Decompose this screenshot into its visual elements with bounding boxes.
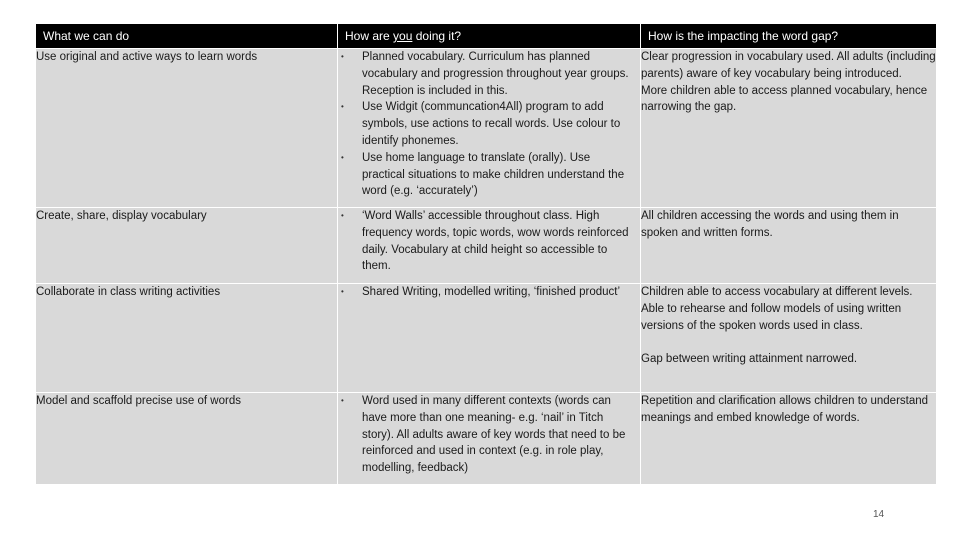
strategy-table bbox=[35, 23, 937, 485]
strategy-cell: Create, share, display vocabulary bbox=[36, 208, 338, 284]
method-bullet: • ‘Word Walls’ accessible throughout class. High frequency words, topic words, wow words reinforced daily. Vocabulary at child height so accessible to them. bbox=[341, 210, 629, 273]
impact-text: All children accessing the words and using them in spoken and written forms. bbox=[641, 210, 899, 239]
impact-text: Gap between writing attainment narrowed. bbox=[641, 353, 858, 366]
table-row bbox=[36, 393, 937, 485]
impact-text: Clear progression in vocabulary used. All adults (including parents) aware of key vocabulary being introduced. bbox=[641, 51, 936, 80]
header-how-are-you-doing-it: How are you doing it? bbox=[338, 24, 641, 49]
table-row bbox=[36, 284, 937, 393]
strategy-cell: Use original and active ways to learn words bbox=[36, 49, 338, 208]
impact-text: Children able to access vocabulary at different levels. Able to rehearse and follow models of using written versions of the spoken words used in class. bbox=[641, 286, 913, 332]
method-bullet: • Word used in many different contexts (words can have more than one meaning- e.g. ‘nail’ in Titch story). All adults aware of key words that need to be reinforced and used in context (e.g. in role play, modelling, feedback) bbox=[341, 395, 626, 475]
method-bullet: • Use home language to translate (orally). Use practical situations to make children understand the word (e.g. ‘accurately’) bbox=[341, 151, 625, 198]
impact-cell bbox=[641, 208, 937, 284]
method-bullet: • Planned vocabulary. Curriculum has planned vocabulary and progression throughout year groups. Reception is included in this. bbox=[341, 51, 629, 97]
method-cell bbox=[338, 208, 641, 284]
method-cell bbox=[338, 393, 641, 485]
table-row bbox=[36, 208, 937, 284]
impact-text: More children able to access planned vocabulary, hence narrowing the gap. bbox=[641, 84, 928, 114]
page-number: 14 bbox=[873, 509, 885, 520]
method-bullet: • Use Widgit (communcation4All) program to add symbols, use actions to recall words. Use colour to identify phonemes. bbox=[341, 101, 621, 147]
impact-cell bbox=[641, 284, 937, 393]
method-cell bbox=[338, 49, 641, 208]
table-header-row bbox=[36, 24, 937, 49]
impact-cell bbox=[641, 393, 937, 485]
table-row bbox=[36, 49, 937, 208]
header-impact-on-word-gap: How is the impacting the word gap? bbox=[641, 24, 937, 49]
strategy-cell: Model and scaffold precise use of words bbox=[36, 393, 338, 485]
strategy-cell: Collaborate in class writing activities bbox=[36, 284, 338, 393]
method-bullet: • Shared Writing, modelled writing, ‘finished product’ bbox=[341, 286, 621, 298]
impact-text: Repetition and clarification allows children to understand meanings and embed knowledge of words. bbox=[641, 395, 929, 424]
impact-cell bbox=[641, 49, 937, 208]
header-what-we-can-do: What we can do bbox=[36, 24, 338, 49]
method-cell bbox=[338, 284, 641, 393]
